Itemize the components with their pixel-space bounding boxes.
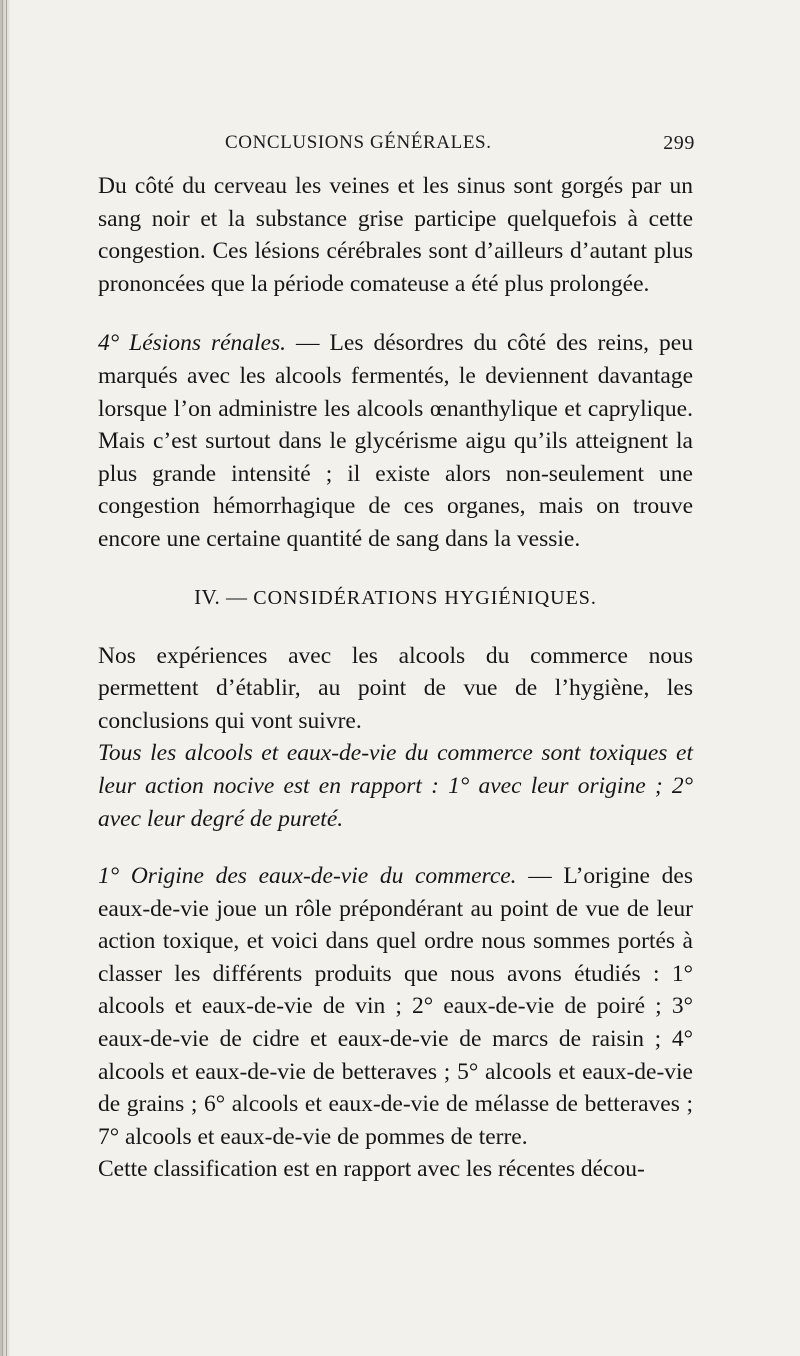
binding-line [6,0,7,1356]
paragraph-heading-italic: 4° Lésions rénales. [98,330,287,357]
paragraph-origin [98,860,693,1153]
section-number: IV. — [194,584,248,609]
paragraph-text: Cette classification est en rapport avec les récentes décou- [98,1156,645,1183]
paragraph-italic-text: Tous les alcools et eaux-de-vie du commerce sont toxiques et leur action nocive est en rapport : 1° avec leur origine ; 2° avec leur degré de pureté. [98,740,693,832]
paragraph-toxicity-statement [98,737,693,835]
page-header [225,132,695,162]
paragraph-text: Du côté du cerveau les veines et les sinus sont gorgés par un sang noir et la substance grise participe quelquefois à cette congestion. Ces lésions cérébrales sont d’ailleurs d’autant plus prononcées que la période comateuse a été plus prolongée. [98,173,693,297]
paragraph-renal-lesions [98,327,693,555]
section-heading [98,581,693,614]
section-title: CONSIDÉRATIONS HYGIÉNIQUES. [253,586,597,609]
page-number: 299 [663,132,695,154]
paragraph-experiences [98,640,693,738]
text-column [98,170,693,1186]
paragraph-heading-italic: 1° Origine des eaux-de-vie du commerce. [98,863,517,890]
paragraph-text: — L’origine des eaux-de-vie joue un rôle prépondérant au point de vue de leur action toxique, et voici dans quel ordre nous sommes portés à classer les différents produits que nous avons étudiés : 1° alcools et eaux-de-vie de vin ; 2° eaux-de-vie de poiré ; 3° eaux-de-vie de cidre et eaux-de-vie de marcs de raisin ; 4° alcools et eaux-de-vie de betteraves ; 5° alcools et eaux-de-vie de grains ; 6° alcools et eaux-de-vie de mélasse de betteraves ; 7° alcools et eaux-de-vie de pommes de terre. [98,863,693,1150]
paragraph-classification [98,1153,693,1186]
running-title: CONCLUSIONS GÉNÉRALES. [225,132,492,153]
binding-line [2,0,3,1356]
paragraph-cerebral-lesions [98,170,693,300]
paragraph-text: — Les désordres du côté des reins, peu marqués avec les alcools fermentés, le deviennent davantage lorsque l’on administre les alcools œnanthylique et caprylique. Mais c’est surtout dans le glycérisme aigu qu’ils atteignent la plus grande intensité ; il existe alors non-seulement une congestion hémorrhagique de ces organes, mais on trouve encore une certaine quantité de sang dans la vessie. [98,330,693,552]
paragraph-text: Nos expériences avec les alcools du commerce nous permettent d’établir, au point de vue de l’hygiène, les conclusions qui vont suivre. [98,642,693,734]
